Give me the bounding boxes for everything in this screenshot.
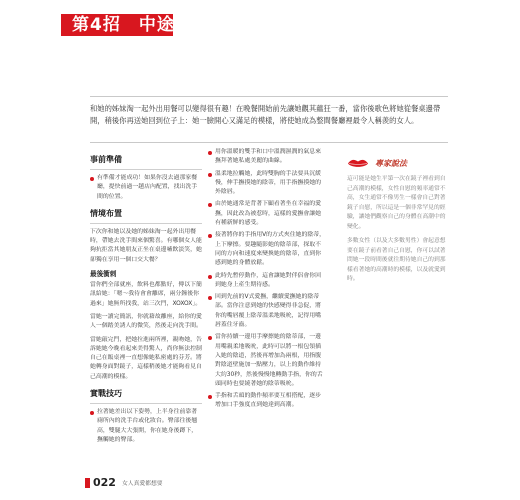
bullet-text: 由於她通常是背著下顧看著坐在幸福的愛撫，因此改為被惹時，這樣的愛撫會讓她有種新鮮的感受。 (215, 201, 322, 227)
section-heading-techniques: 實戰技巧 (90, 389, 122, 399)
right-sidebar (347, 148, 447, 290)
bullet-dot-icon (208, 173, 212, 177)
bullet-dot-icon (90, 177, 94, 181)
bullet-dot-icon (208, 151, 212, 155)
bullet-item (208, 200, 326, 228)
subheading-final-sprint: 最後衝刺 (90, 270, 117, 279)
expert-heading (347, 158, 447, 169)
bullet-item (208, 392, 326, 411)
chapter-title-bar (0, 0, 520, 46)
bullet-dot-icon (208, 296, 212, 300)
book-title: 女人真愛都想要 (121, 481, 163, 487)
section-heading-scenario: 情境布置 (90, 208, 122, 218)
bullet-dot-icon (208, 395, 212, 399)
page-marker (85, 478, 90, 488)
bullet-text: 溫柔地拉觸她，此時雙胸的手法要具沉緩慢，伸手撫摸她的陰蒂，用手指撫摸她的外陰唇。 (215, 170, 322, 196)
bullet-item (208, 272, 326, 291)
expert-paragraph: 這可能是她生平第一次在鏡子裡看到自己高潮的模樣，女性自慰的頻率通常不高，女生通常不像男生一樣會自己對著鏡子自慰，所以這是一個非常罕見的經驗，讓她們觀察自己的身體在高潮中的變化。 (347, 176, 446, 230)
intro-divider (90, 142, 448, 143)
bullet-item (208, 293, 326, 330)
bullet-text: 手指和舌頭的動作頻率要互相搭配，逐步增加口手強度直到她達到高潮。 (215, 393, 322, 409)
bullet-text: 拉著她差出以下姿勢，上半身往前靠著廁所內的洗手台或化妝台。臀部往後翹高，雙腿大大張開，你在她身後蹲下，撫觸她的臀部。 (97, 409, 198, 443)
section-divider (90, 223, 202, 224)
bullet-text: 當你持續一邊用手摩擦她的陰蒂部，一邊用嘴親柔地吸吮，此時可以將一根包領插入她的陰道，然後再增加為兩根，用指腹對陰道壁施加一點壓力，以上的動作維持大約30秒，然後慢慢地轉動手指，你的舌頭同時也要繞著她的陰蒂吸吮。 (215, 334, 323, 387)
bullet-item (208, 231, 326, 268)
bullet-item (208, 333, 326, 389)
page-footer (85, 476, 163, 489)
top-divider (90, 96, 448, 97)
left-column (90, 148, 202, 448)
intro-paragraph: 和她的姊妹淘一起外出用餐可以變得很有趣！在晚餐開始前先讓她觀其蘊狂一番，當你後歌色將她從餐桌邊帶開，稍後你再送她回到位子上：她一臉開心又滿足的模樣，將使她成為整間餐廳裡最令人稱羨的女人。 (90, 104, 441, 125)
bullet-item (90, 408, 202, 445)
chapter-title: 第4招 中途離席 (72, 15, 211, 35)
paragraph: 下次你和她以及她的姊妹淘一起外出用餐時，帶她去洗手間來個驚喜。有哪個女人能夠抗拒當其她朋友正坐在桌邊嗑飲淡笑，她卻獨在享用一個口交大餐？ (90, 228, 202, 263)
bullet-dot-icon (208, 234, 212, 238)
bullet-text: 回到先前的V式愛撫，繼續愛撫她的陰蒂部。當你注意到她的快感變得非急促，將你的嘴唇覆上陰蒂溫柔地吸吮，記得用嘴唇蓋住牙齒。 (215, 294, 322, 329)
expert-paragraph: 多數女性（以及大多數男性）會起意想要在鏡子前看著自己自慰，你可以試著問她一段時間後就往期待她自己的到那樣看著她的高潮時的模樣，以及就愛到時。 (347, 238, 446, 282)
bullet-text: 此時先暫停動作，這會讓她對伴侶會你回到她身上產生期待感。 (215, 272, 322, 288)
section-divider (90, 169, 202, 170)
bullet-text: 有準備才能成功！如果你沒去過那家餐廳，提快前過一趟店內配置，找出洗手間的位置。 (97, 175, 198, 200)
bullet-item (208, 170, 326, 198)
expert-title: 專家說法 (375, 158, 407, 168)
section-divider (90, 403, 202, 404)
bullet-dot-icon (90, 411, 94, 415)
middle-column (208, 148, 326, 414)
page-number: 022 (93, 476, 116, 489)
bullet-item (90, 174, 202, 202)
bullet-dot-icon (208, 203, 212, 207)
bullet-text: 接著將你的手指用V的方式夾住她的陰蒂，上下摩擦。要趣隨影她的陰蒂部，探取不同的方向和速度來變換她的陰蒂，直到你感到她的身體放鬆。 (215, 232, 326, 267)
bullet-text: 用你溫暖的雙手和口中溫潤濕潤的氣息來撫拜著她私處美麗的曲線。 (215, 149, 322, 165)
paragraph: 當她一讀完簡訊，你就藉故離座，給你的愛人一個踏美誘人的微笑，然後走向洗手間。 (90, 313, 202, 330)
paragraph: 當她敲完門，把她拉進兩所裡，親吻她，告訴她她今晚看起來美得驚人，尚你無法控制自己在飯桌裡一直想像她私密處的芬芳。將她轉身面對鏡子，這樣稍後她才能夠看見自己高潮的模樣。 (90, 336, 202, 380)
bullet-item (208, 148, 326, 167)
lips-icon (347, 158, 369, 169)
paragraph: 當你們全部就座，飲料也都點好，傳以下簡訊給她：「嗯～我待會會離席，兩分鐘後你過來」她無所找我，站三次門，XOXOX」。 (90, 282, 202, 307)
bullet-dot-icon (208, 336, 212, 340)
bullet-dot-icon (208, 275, 212, 279)
section-heading-preparation: 事前準備 (90, 155, 122, 164)
